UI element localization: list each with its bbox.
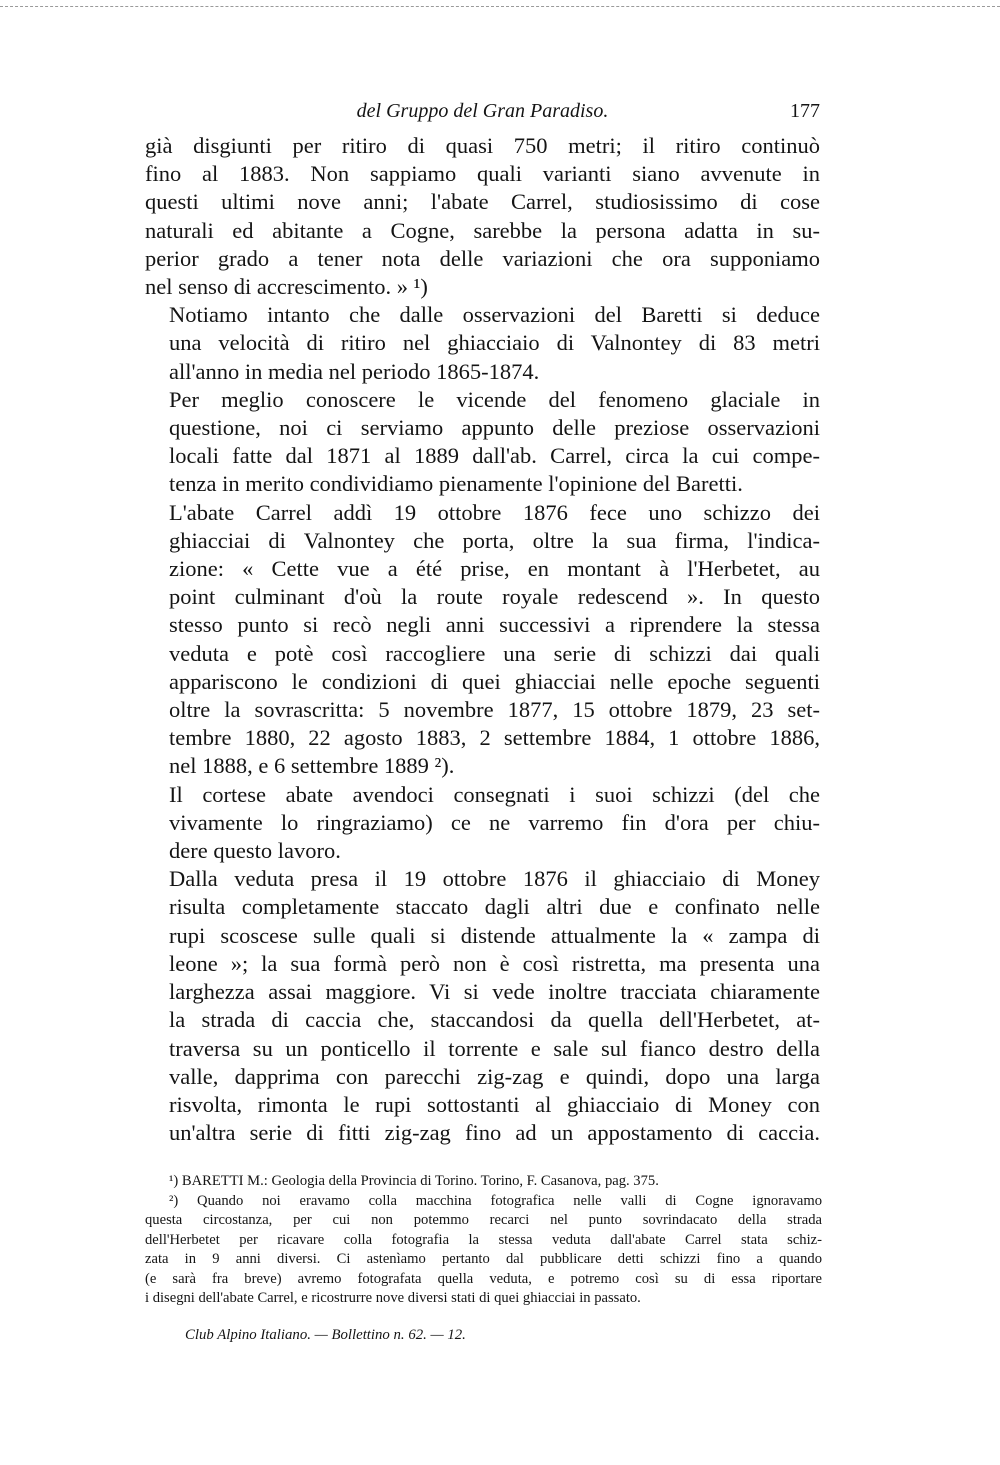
text-line: point culminant d'où la route royale redescend ». In questo xyxy=(169,584,820,610)
text-line: tenza in merito condividiamo pienamente l'opinione del Baretti. xyxy=(169,471,743,497)
text-line: locali fatte dal 1871 al 1889 dall'ab. Carrel, circa la cui compe- xyxy=(169,443,820,469)
printer-signature: Club Alpino Italiano. — Bollettino n. 62. — 12. xyxy=(185,1327,466,1343)
text-line: vivamente lo ringraziamo) ce ne varremo fin d'ora per chiu- xyxy=(169,809,820,835)
text-line: risulta completamente staccato dagli altri due e confinato nelle xyxy=(169,894,820,920)
footnote-1 xyxy=(145,1172,822,1192)
text-line: Per meglio conoscere le vicende del fenomeno glaciale in xyxy=(169,386,820,412)
paragraph-3 xyxy=(145,386,820,499)
footnote-line: dell'Herbetet per ricavare colla fotografia la stessa veduta dall'abate Carrel stata schiz- xyxy=(145,1231,822,1248)
text-line: zione: « Cette vue a été prise, en montant à l'Herbetet, au xyxy=(169,556,820,582)
text-line: larghezza assai maggiore. Vi si vede inoltre tracciata chiaramente xyxy=(169,979,820,1005)
footnote-line: (e sarà fra breve) avremo fotografata quella veduta, e potremo così su di essa riportare xyxy=(145,1270,822,1287)
scan-top-edge xyxy=(0,6,1000,7)
paragraph-5 xyxy=(145,781,820,866)
text-line: appariscono le condizioni di quei ghiacciai nelle epoche seguenti xyxy=(169,668,820,694)
footnotes xyxy=(145,1172,822,1309)
text-line: naturali ed abitante a Cogne, sarebbe la persona adatta in su- xyxy=(145,217,820,243)
text-line: nel senso di accrescimento. » ¹) xyxy=(145,274,428,300)
text-line: veduta e potè così raccogliere una serie di schizzi dai quali xyxy=(169,640,820,666)
text-line: ghiacciai di Valnontey che porta, oltre la sua firma, l'indica- xyxy=(169,527,820,553)
text-line: L'abate Carrel addì 19 ottobre 1876 fece uno schizzo dei xyxy=(169,499,820,525)
text-line: stesso punto si recò negli anni successivi a riprendere la stessa xyxy=(169,612,820,638)
text-line: all'anno in media nel periodo 1865-1874. xyxy=(169,358,540,384)
text-line: nel 1888, e 6 settembre 1889 ²). xyxy=(169,753,455,779)
text-line: rupi scoscese sulle quali si distende attualmente la « zampa di xyxy=(169,922,820,948)
text-line: oltre la sovrascritta: 5 novembre 1877, 15 ottobre 1879, 23 set- xyxy=(169,697,820,723)
text-line: dere questo lavoro. xyxy=(169,838,341,864)
running-head xyxy=(145,96,820,126)
text-line: la strada di caccia che, staccandosi da quella dell'Herbetet, at- xyxy=(169,1007,820,1033)
footnote-line: questa circostanza, per cui non potemmo recarci nel punto sovrindacato della strada xyxy=(145,1212,822,1228)
footnote-line: i disegni dell'abate Carrel, e ricostrurre nove diversi stati di quei ghiacciai in passato. xyxy=(145,1290,641,1306)
text-line: questi ultimi nove anni; l'abate Carrel, studiosissimo di cose xyxy=(145,189,820,215)
text-line: Dalla veduta presa il 19 ottobre 1876 il ghiacciaio di Money xyxy=(169,866,820,892)
text-line: risvolta, rimonta le rupi sottostanti al ghiacciaio di Money con xyxy=(169,1091,820,1117)
text-line: leone »; la sua formà però non è così ristretta, ma presenta una xyxy=(169,950,820,976)
text-line: già disgiunti per ritiro di quasi 750 metri; il ritiro continuò xyxy=(145,133,820,158)
text-line: questione, noi ci serviamo appunto delle preziose osservazioni xyxy=(169,415,820,441)
text-line: Notiamo intanto che dalle osservazioni del Baretti si deduce xyxy=(169,302,820,328)
text-line: valle, dapprima con parecchi zig-zag e quindi, dopo una larga xyxy=(169,1063,820,1089)
footnote-line: ¹) BARETTI M.: Geologia della Provincia di Torino. Torino, F. Casanova, pag. 375. xyxy=(169,1173,659,1189)
text-line: Il cortese abate avendoci consegnati i suoi schizzi (del che xyxy=(169,781,820,807)
footnote-2 xyxy=(145,1192,822,1309)
footnote-line: ²) Quando noi eravamo colla macchina fotografica nelle valli di Cogne ignoravamo xyxy=(169,1192,822,1209)
footnote-line: zata in 9 anni diversi. Ci astenìamo pertanto dal pubblicare detti schizzi fino a quando xyxy=(145,1251,822,1267)
body-text xyxy=(145,132,820,1147)
text-line: un'altra serie di fitti zig-zag fino ad un appostamento di caccia. xyxy=(169,1120,820,1146)
text-line: tembre 1880, 22 agosto 1883, 2 settembre 1884, 1 ottobre 1886, xyxy=(169,725,820,751)
paragraph-1 xyxy=(145,132,820,301)
running-title: del Gruppo del Gran Paradiso. xyxy=(356,100,609,122)
text-line: fino al 1883. Non sappiamo quali varianti siano avvenute in xyxy=(145,161,820,187)
text-line: una velocità di ritiro nel ghiacciaio di Valnontey di 83 metri xyxy=(169,330,820,356)
page-number: 177 xyxy=(790,100,820,122)
paragraph-2 xyxy=(145,301,820,386)
text-line: perior grado a tener nota delle variazioni che ora supponiamo xyxy=(145,245,820,271)
text-line: traversa su un ponticello il torrente e sale sul fianco destro della xyxy=(169,1035,820,1061)
paragraph-4 xyxy=(145,499,820,781)
paragraph-6 xyxy=(145,865,820,1147)
